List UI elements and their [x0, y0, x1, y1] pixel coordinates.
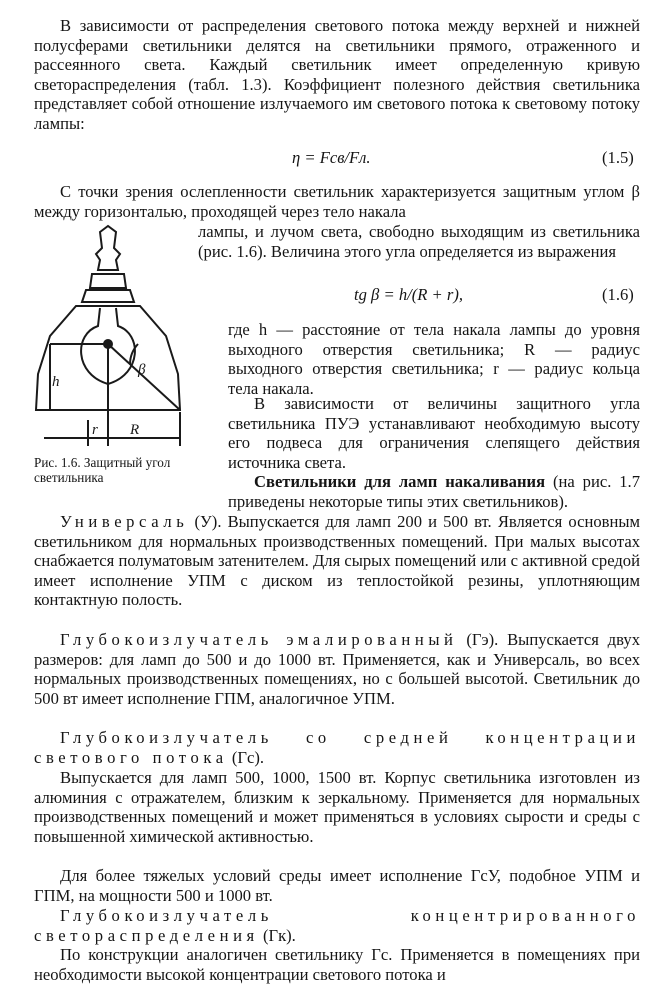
section-heading-incandescent-rest: (на рис. 1.7 приведены некоторые типы этих светильников). — [228, 472, 640, 511]
label-r: r — [92, 422, 98, 438]
lamp-socket-top — [96, 226, 120, 270]
filament-ring — [104, 340, 112, 348]
section-heading-incandescent: Светильники для ламп накаливания — [254, 472, 546, 491]
figure-protective-angle — [34, 224, 186, 456]
term-deep-medium: Глубокоизлучатель со средней концентрации светового потока — [34, 728, 640, 767]
term-deep-enamel: Глубокоизлучатель эмалированный — [60, 630, 458, 649]
label-h: h — [52, 374, 60, 390]
term-universal: Универсаль — [60, 512, 189, 531]
paragraph-universal — [34, 512, 640, 610]
paragraph-definitions: где h — расстояние от тела накала лампы до уровня выходного отверстия светильника; R — радиус выходного отверстия светильника; r — радиус кольца тела накала. — [228, 320, 640, 398]
paragraph-pue-height: В зависимости от величины защитного угла светильника ПУЭ устанавливают необходимую высоту его подвеса для ограничения слепящего действия источника света. — [228, 394, 640, 472]
paragraph-intro: В зависимости от распределения светового потока между верхней и нижней полусферами светильники делятся на светильники прямого, отраженного и рассеянного света. Каждый светильник имеет определенную кривую светораспределения (табл. 1.3). Коэффициент полезного действия светильника представляет собой отношение излучаемого им светового потока к световому потоку лампы: — [34, 16, 640, 133]
paragraph-glare-a: С точки зрения ослепленности светильник характеризуется защитным углом β между горизонталью, проходящей через тело накала — [34, 182, 640, 221]
lamp-holder — [90, 274, 126, 288]
equation-number-1-6: (1.6) — [602, 285, 634, 304]
paragraph-deep-concentrated-heading — [34, 906, 640, 945]
formula-protective-angle: tg β = h/(R + r), — [354, 285, 464, 304]
figure-caption: Рис. 1.6. Защитный угол светильника — [34, 455, 171, 485]
formula-efficiency: η = Fсв/Fл. — [292, 148, 371, 167]
paragraph-glare-b: лампы, и лучом света, свободно выходящим из светильника (рис. 1.6). Величина этого угла определяется из выражения — [198, 222, 640, 261]
paragraph-heavy-conditions: Для более тяжелых условий среды имеет исполнение ГсУ, подобное УПМ и ГПМ, на мощности 500 и 1000 вт. — [34, 866, 640, 905]
paragraph-deep-enamel — [34, 630, 640, 708]
label-beta: β — [138, 362, 146, 378]
paragraph-deep-medium: Выпускается для ламп 500, 1000, 1500 вт. Корпус светильника изготовлен из алюминия с отражателем, близким к зеркальному. Применяется для нормальных производственных помещений и может применяться в условиях сырости и среды с повышенной химической активностью. — [34, 768, 640, 846]
label-R: R — [130, 422, 140, 438]
paragraph-incandescent-heading — [228, 472, 640, 511]
paragraph-universal-text: (У). Выпускается для ламп 200 и 500 вт. Является основным светильником для нормальных производственных помещений. При малых высотах снабжается полуматовым затенителем. Для сырых помещений или с активной средой имеет исполнение УПМ с диском из теплостойкой резины, уплотняющим контактную полость. — [34, 512, 640, 610]
paragraph-deep-concentrated-heading-rest: (Гк). — [258, 925, 296, 945]
term-deep-concentrated: Глубокоизлучатель концентрированного светораспределения — [34, 906, 640, 945]
equation-number-1-5: (1.5) — [602, 148, 634, 167]
lamp-holder-base — [82, 290, 134, 302]
paragraph-deep-medium-heading — [34, 728, 640, 767]
paragraph-deep-enamel-text: (Гэ). Выпускается двух размеров: для ламп до 500 и до 1000 вт. Применяется, как и Универсаль, во всех нормальных производственных помещениях, но с большей высотой. Светильник до 500 вт имеет исполнение ГПМ, аналогичное УПМ. — [34, 630, 640, 708]
paragraph-deep-medium-heading-rest: (Гс). — [227, 747, 265, 767]
paragraph-deep-concentrated: По конструкции аналогичен светильнику Гс. Применяется в помещениях при необходимости высокой концентрации светового потока и — [34, 945, 640, 984]
